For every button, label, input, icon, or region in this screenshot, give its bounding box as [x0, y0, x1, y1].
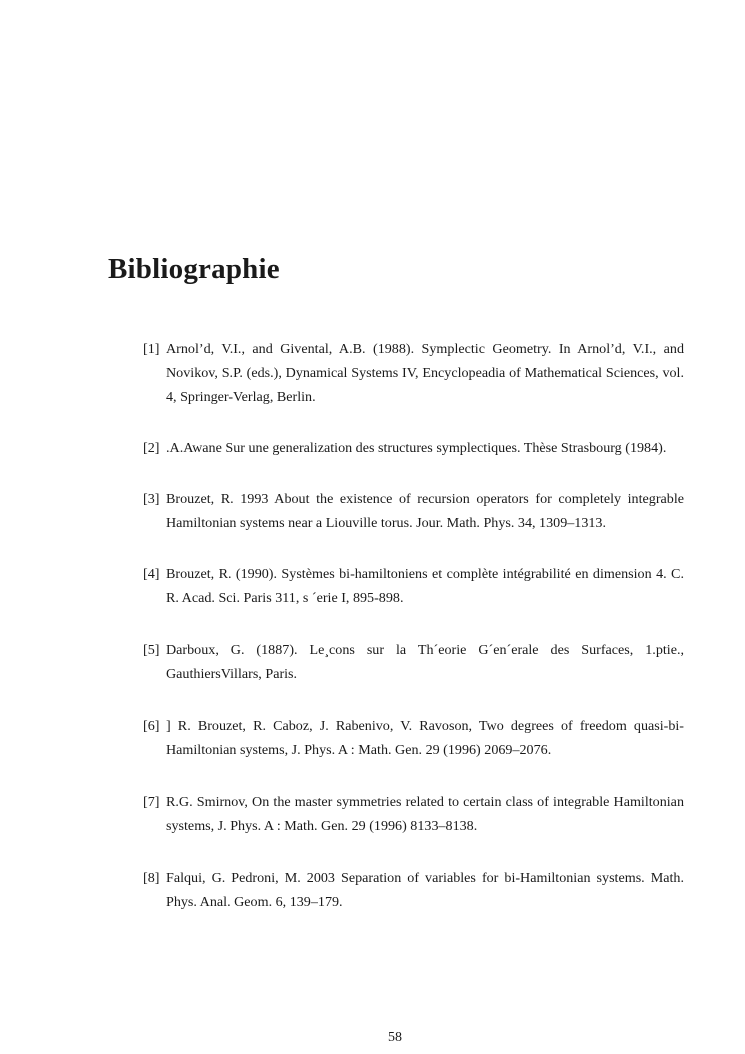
reference-number: [7] — [143, 794, 160, 810]
reference-item — [143, 790, 684, 838]
page-title: Bibliographie — [108, 253, 280, 285]
bibliography-list — [143, 337, 684, 914]
reference-item — [143, 562, 684, 610]
reference-text: Brouzet, R. 1993 About the existence of recursion operators for completely integrable Hamiltonian systems near a Liouville torus. Jour. Math. Phys. 34, 1309–1313. — [166, 491, 684, 531]
reference-item — [143, 487, 684, 535]
reference-text: Arnol’d, V.I., and Givental, A.B. (1988). Symplectic Geometry. In Arnol’d, V.I., and Novikov, S.P. (eds.), Dynamical Systems IV, Encyclopeadia of Mathematical Sciences, vol. 4, Springer-Verlag, Berlin. — [166, 341, 684, 405]
reference-number: [5] — [143, 642, 160, 658]
reference-number: [6] — [143, 718, 160, 734]
reference-text: ] R. Brouzet, R. Caboz, J. Rabenivo, V. Ravoson, Two degrees of freedom quasi-bi-Hamiltonian systems, J. Phys. A : Math. Gen. 29 (1996) 2069–2076. — [166, 718, 684, 758]
reference-text: Darboux, G. (1887). Le¸cons sur la Th´eorie G´en´erale des Surfaces, 1.ptie., GauthiersVillars, Paris. — [166, 642, 684, 682]
page-number: 58 — [388, 1030, 402, 1045]
reference-number: [3] — [143, 491, 160, 507]
reference-text: Brouzet, R. (1990). Systèmes bi-hamiltoniens et complète intégrabilité en dimension 4. C. R. Acad. Sci. Paris 311, s ´erie I, 895-898. — [166, 566, 684, 606]
reference-number: [8] — [143, 870, 160, 886]
reference-text: .A.Awane Sur une generalization des structures symplectiques. Thèse Strasbourg (1984). — [166, 440, 667, 456]
reference-text: Falqui, G. Pedroni, M. 2003 Separation of variables for bi-Hamiltonian systems. Math. Phys. Anal. Geom. 6, 139–179. — [166, 870, 684, 910]
reference-item — [143, 638, 684, 686]
reference-item — [143, 866, 684, 914]
reference-item — [143, 337, 684, 409]
reference-item — [143, 436, 684, 460]
reference-number: [2] — [143, 440, 160, 456]
reference-number: [4] — [143, 566, 160, 582]
reference-text: R.G. Smirnov, On the master symmetries related to certain class of integrable Hamiltonian systems, J. Phys. A : Math. Gen. 29 (1996) 8133–8138. — [166, 794, 684, 834]
reference-number: [1] — [143, 341, 160, 357]
reference-item — [143, 714, 684, 762]
